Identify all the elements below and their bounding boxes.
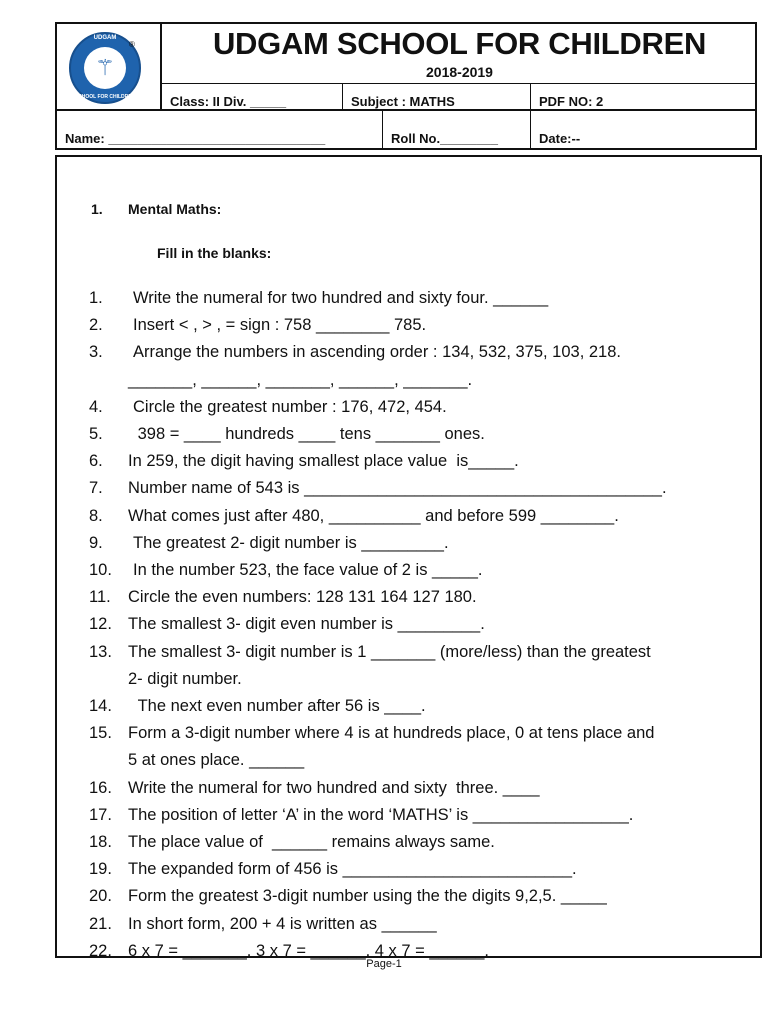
question-number: 3. [89, 343, 103, 362]
question-item [89, 530, 761, 557]
date-field: Date:-- [530, 111, 757, 149]
question-item [89, 475, 761, 502]
name-field: Name: ______________________________ [65, 131, 326, 146]
page-number: Page-1 [366, 958, 402, 970]
question-text: The position of letter ‘A’ in the word ‘MATHS’ is _________________. [128, 805, 634, 824]
question-number: 7. [89, 479, 103, 498]
section-number: 1. [91, 201, 103, 217]
logo-cell [57, 24, 162, 111]
question-number: 22. [89, 941, 112, 960]
question-number: 10. [89, 561, 112, 580]
question-continuation: 2- digit number. [128, 669, 242, 688]
question-text: Form the greatest 3-digit number using the the digits 9,2,5. _____ [128, 887, 607, 906]
question-item [89, 285, 761, 312]
school-title: UDGAM SCHOOL FOR CHILDREN [212, 26, 707, 61]
question-number: 8. [89, 506, 103, 525]
question-item [89, 557, 761, 584]
section-title: Mental Maths: [128, 201, 222, 217]
question-number: 12. [89, 615, 112, 634]
question-text: Form a 3-digit number where 4 is at hundreds place, 0 at tens place and [128, 724, 655, 743]
question-text: In short form, 200 + 4 is written as ______ [128, 914, 437, 933]
question-number: 19. [89, 860, 112, 879]
question-item [89, 775, 761, 802]
question-text: Circle the greatest number : 176, 472, 454. [133, 397, 447, 416]
question-item [89, 693, 761, 720]
question-text: The expanded form of 456 is _________________________. [128, 860, 577, 879]
question-text: The place value of ______ remains always same. [128, 833, 495, 852]
question-item [89, 448, 761, 475]
tree-icon: ⚚ [84, 47, 126, 89]
question-number: 18. [89, 833, 112, 852]
question-number: 14. [89, 697, 112, 716]
academic-year: 2018-2019 [426, 64, 493, 80]
question-number: 16. [89, 778, 112, 797]
question-item [89, 312, 761, 339]
question-text: 6 x 7 = _______. 3 x 7 = ______. 4 x 7 = ______. [128, 941, 490, 960]
question-item [89, 394, 761, 421]
question-item [89, 720, 761, 747]
question-number: 21. [89, 914, 112, 933]
question-text: Write the numeral for two hundred and sixty four. ______ [133, 289, 549, 307]
roll-field: Roll No.________ [382, 111, 530, 149]
question-number: 6. [89, 452, 103, 471]
question-item [89, 584, 761, 611]
question-text: The smallest 3- digit number is 1 _______ (more/less) than the greatest [128, 642, 651, 661]
question-item [89, 639, 761, 666]
question-item [89, 829, 761, 856]
question-continuation: _______, ______, _______, ______, _______. [128, 370, 473, 389]
logo-text-top: UDGAM [93, 35, 117, 41]
question-number: 15. [89, 724, 112, 743]
question-text: Arrange the numbers in ascending order : 134, 532, 375, 103, 218. [133, 343, 621, 362]
question-continuation: 5 at ones place. ______ [128, 751, 305, 770]
question-item [89, 421, 761, 448]
question-text: Circle the even numbers: 128 131 164 127 180. [128, 588, 477, 607]
question-item [89, 911, 761, 938]
class-field: Class: II Div. _____ [170, 94, 287, 109]
question-number: 4. [89, 397, 103, 416]
question-number: 17. [89, 805, 112, 824]
question-item [89, 339, 761, 366]
question-number: 9. [89, 533, 103, 552]
logo-text-bottom: SCHOOL FOR CHILDREN [74, 94, 136, 100]
student-row [57, 111, 757, 149]
question-list [89, 285, 761, 965]
question-text: Number name of 543 is _______________________________________. [128, 479, 667, 498]
class-row [162, 83, 757, 111]
question-number: 20. [89, 887, 112, 906]
question-text: What comes just after 480, __________ and before 599 ________. [128, 506, 619, 525]
question-number: 13. [89, 642, 112, 661]
question-text: In 259, the digit having smallest place value is_____. [128, 452, 519, 471]
question-number: 2. [89, 316, 103, 335]
section-subtitle: Fill in the blanks: [157, 245, 272, 261]
question-text: The greatest 2- digit number is _________. [133, 533, 449, 552]
pdf-number: PDF NO: 2 [530, 84, 757, 109]
question-text: The next even number after 56 is ____. [133, 697, 426, 716]
question-number: 1. [89, 289, 103, 307]
question-item [89, 802, 761, 829]
question-item [89, 856, 761, 883]
question-item [89, 883, 761, 910]
question-text: Write the numeral for two hundred and sixty three. ____ [128, 778, 540, 797]
subject-field: Subject : MATHS [342, 84, 530, 109]
question-text: 398 = ____ hundreds ____ tens _______ ones. [133, 425, 485, 444]
question-number: 5. [89, 425, 103, 444]
worksheet-header [55, 22, 757, 150]
registered-mark: ® [129, 40, 135, 49]
question-item [89, 503, 761, 530]
question-number: 11. [89, 588, 111, 607]
question-text: In the number 523, the face value of 2 is _____. [133, 561, 483, 580]
worksheet-body [55, 155, 762, 958]
question-item [89, 611, 761, 638]
question-text: Insert < , > , = sign : 758 ________ 785. [133, 316, 427, 335]
section-heading [91, 201, 221, 217]
question-text: The smallest 3- digit even number is _________. [128, 615, 485, 634]
